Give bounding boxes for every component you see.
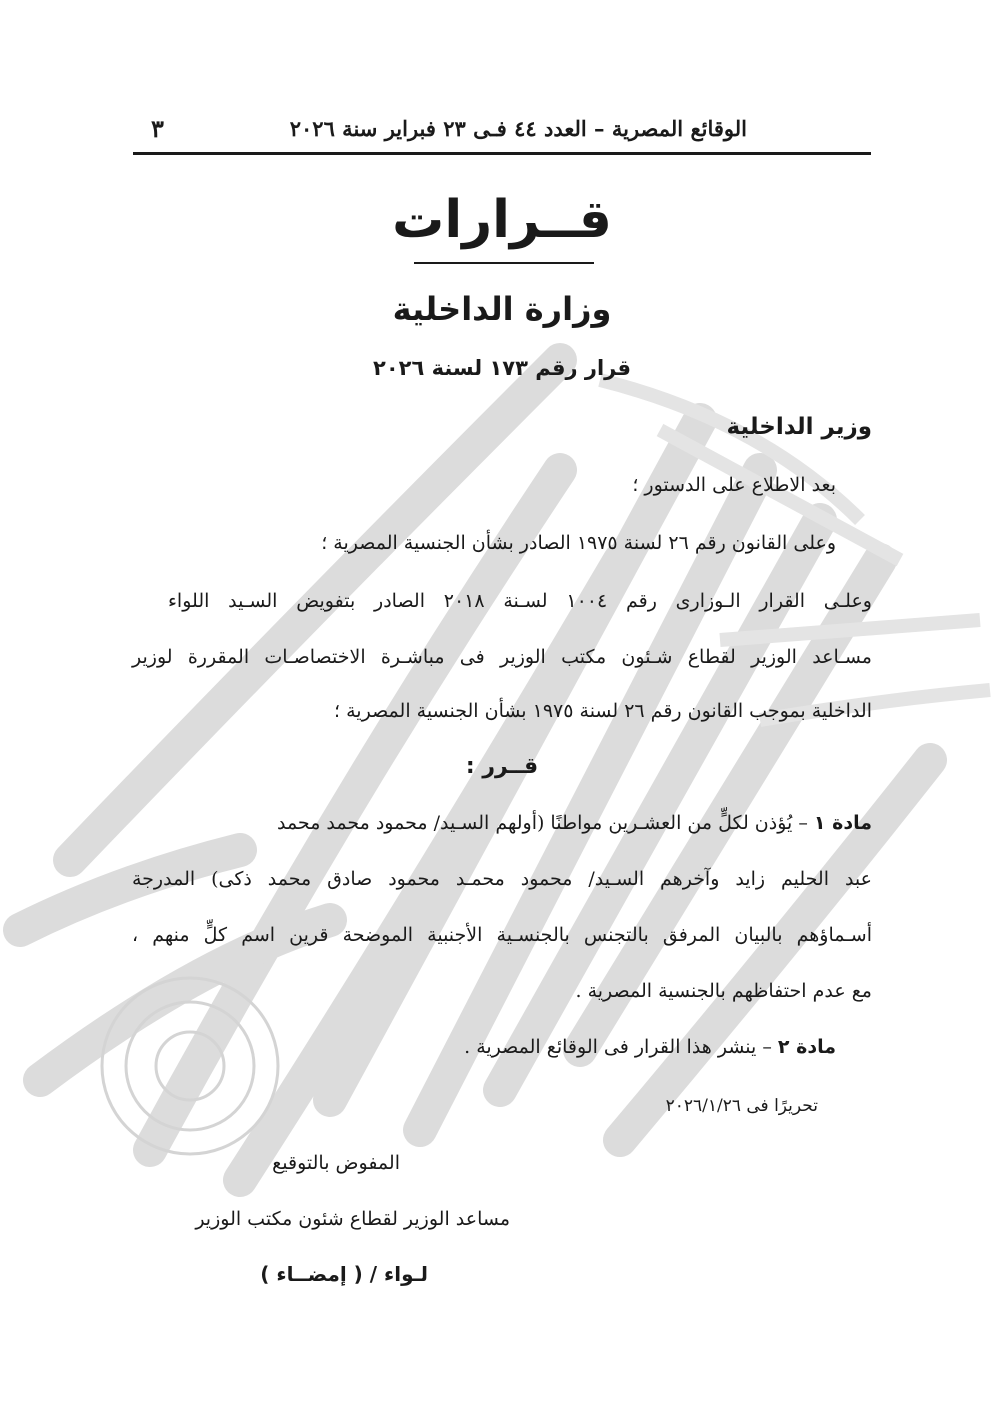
decision-number: قرار رقم ١٧٣ لسنة ٢٠٢٦ [373,356,631,380]
preamble-line-3: وعلـى القرار الـوزارى رقم ١٠٠٤ لسـنة ٢٠١٨ الصادر بتفويض السـيد اللواء [168,590,872,612]
preamble-line-4: مسـاعد الوزير لقطاع شـئون مكتب الوزير فى مباشـرة الاختصاصـات المقررة لوزير [132,646,872,668]
preamble-line-1: بعد الاطلاع على الدستور ؛ [632,474,836,496]
page-header [133,108,871,155]
decided-heading: قــرر : [465,754,539,779]
preamble-line-2: وعلى القانون رقم ٢٦ لسنة ١٩٧٥ الصادر بشأن الجنسية المصرية ؛ [321,532,836,554]
signature-title: مساعد الوزير لقطاع شئون مكتب الوزير [195,1208,510,1230]
section-title: قــرارات [392,190,612,250]
signature-name: لـواء / ( إمضــاء ) [260,1262,428,1286]
article-2-text: – ينشر هذا القرار فى الوقائع المصرية . [464,1036,772,1058]
article-1-line-3: أسـماؤهم بالبيان المرفق بالتجنس بالجنسـية الأجنبية الموضحة قرين اسم كلٍّ منهم ، [132,924,872,946]
article-1-line-2: عبد الحليم زايد وآخرهم السـيد/ محمود محمـد محمود صادق محمد ذكى) المدرجة [132,868,872,890]
article-1-label: مادة ١ [813,812,872,834]
section-title-underline [414,262,594,264]
date-line: تحريرًا فى ٢٠٢٦/١/٢٦ [665,1096,818,1116]
signature-authorized: المفوض بالتوقيع [272,1152,400,1174]
article-2-line [464,1036,836,1058]
article-1-line-4: مع عدم احتفاظهم بالجنسية المصرية . [575,980,872,1002]
stamp-seal [102,978,278,1154]
article-2-label: مادة ٢ [777,1036,836,1058]
minister-heading: وزير الداخلية [726,414,872,440]
article-1-line-1 [132,812,872,834]
preamble-line-5: الداخلية بموجب القانون رقم ٢٦ لسنة ١٩٧٥ بشأن الجنسية المصرية ؛ [334,700,872,722]
article-1-text: – يُؤذن لكلٍّ من العشـرين مواطنًا (أولهم السـيد/ محمود محمد محمد [276,812,808,834]
ministry-name: وزارة الداخلية [392,290,612,328]
page-number: ٣ [151,114,164,143]
header-title: الوقائع المصرية – العدد ٤٤ فـى ٢٣ فبراير سنة ٢٠٢٦ [289,116,747,141]
